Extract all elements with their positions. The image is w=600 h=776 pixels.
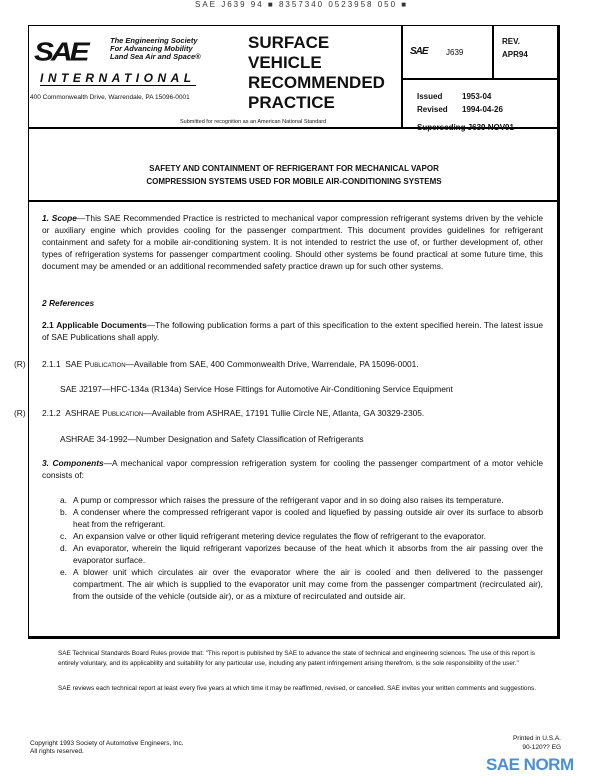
board-rules-note: SAE Technical Standards Board Rules provide that: "This report is published by SAE to advance the state of technical and engineering sciences. The use of this report is entirely voluntary, and its applicability and suitability for any particular use, including any patent infringement arising therefrom, is the sole responsibility of the user." <box>58 650 535 667</box>
list-text: A pump or compressor which raises the pressure of the refrigerant vapor and in so doing also raises its temperature. <box>73 495 504 505</box>
section-sae-publication <box>42 358 419 370</box>
list-text: An expansion valve or other liquid refrigerant metering device regulates the flow of refrigerant to the evaporator. <box>73 531 486 541</box>
section-text: —The following publication forms a part of this specification to the extent specified herein. The latest issue of SAE Publications shall apply. <box>42 320 544 342</box>
reference-sae-j2197: SAE J2197—HFC-134a (R134a) Service Hose Fittings for Automotive Air-Conditioning Service Equipment <box>60 384 453 394</box>
doc-type-line: SURFACE <box>248 33 330 52</box>
sae-logo: SAE <box>34 38 87 67</box>
doc-type-line: PRACTICE <box>248 93 335 112</box>
section-components <box>42 457 543 481</box>
section-number: 2.1 <box>42 320 54 330</box>
section-number: 3. <box>42 458 49 468</box>
section-scope <box>42 212 543 272</box>
superseding: Superseding J639 NOV91 <box>417 123 514 132</box>
review-note: SAE reviews each technical report at least every five years at which time it may be reaffirmed, revised, or cancelled. SAE invites your written comments and suggestions. <box>58 685 536 692</box>
submitted-note: Submitted for recognition as an American National Standard <box>180 119 327 125</box>
section-heading: Components <box>52 458 104 468</box>
section-ashrae-publication <box>42 407 424 419</box>
doc-type-line: VEHICLE <box>248 53 322 72</box>
small-sae-logo: SAE <box>410 46 428 57</box>
tagline-line: Land Sea Air and Space® <box>110 52 201 61</box>
list-letter: a. <box>60 495 67 505</box>
list-item <box>60 530 543 542</box>
document-title <box>28 162 560 188</box>
list-letter: c. <box>60 531 67 541</box>
copyright-line: Copyright 1993 Society of Automotive Engineers, Inc. <box>30 740 184 747</box>
section-text: —Available from ASHRAE, 17191 Tullie Circle NE, Atlanta, GA 30329-2305. <box>143 408 425 418</box>
rev-value: APR94 <box>502 50 528 59</box>
divider <box>492 26 494 79</box>
section-text: —This SAE Recommended Practice is restricted to mechanical vapor compression refrigerant systems driven by the vehicle or auxiliary engine which provides cooling for the passenger compartment. This document provides guidelines for refrigerant containment and safety for a mobile air-conditioning system. It is not intended to restrict the use of, or further development of, other types of refrigeration systems for passenger compartment cooling. Should other systems be found practical at some future time, this document may be amended or an additional recommended safety practice drawn up for such other systems. <box>42 213 544 271</box>
tagline <box>110 37 201 61</box>
revision-mark: (R) <box>14 359 26 369</box>
list-letter: d. <box>60 543 67 553</box>
section-heading: SAE Publication <box>65 359 126 369</box>
revised-value: 1994-04-26 <box>462 105 503 114</box>
list-item <box>60 506 543 530</box>
section-number: 2.1.1 <box>42 359 61 369</box>
section-heading: Applicable Documents <box>56 320 147 330</box>
section-number: 2.1.2 <box>42 408 61 418</box>
international-label: INTERNATIONAL <box>40 71 196 85</box>
doc-type <box>248 33 385 113</box>
title-line: SAFETY AND CONTAINMENT OF REFRIGERANT FOR MECHANICAL VAPOR <box>149 164 439 173</box>
revision-mark: (R) <box>14 408 26 418</box>
printed-in: Printed in U.S.A. <box>512 735 561 742</box>
section-applicable-documents <box>42 319 543 343</box>
section-heading: Scope <box>51 213 77 223</box>
list-text: An evaporator, wherein the liquid refrigerant vaporizes because of the heat which it absorbs from the air passing over the evaporator surface. <box>73 543 543 565</box>
list-letter: b. <box>60 507 67 517</box>
rev-label: REV. <box>502 37 520 46</box>
components-list <box>60 494 543 602</box>
issued-label: Issued <box>417 92 443 101</box>
divider <box>29 200 557 202</box>
list-item <box>60 542 543 566</box>
tagline-line: For Advancing Mobility <box>110 44 193 53</box>
divider <box>401 78 557 80</box>
list-item <box>60 566 543 602</box>
reference-ashrae-34: ASHRAE 34-1992—Number Designation and Safety Classification of Refrigerants <box>60 434 364 444</box>
scan-header: SAE J639 94 ■ 8357340 0523958 050 ■ <box>195 0 409 9</box>
section-text: —Available from SAE, 400 Commonwealth Drive, Warrendale, PA 15096-0001. <box>125 359 419 369</box>
list-text: A blower unit which circulates air over the evaporator where the air is cooled and then delivered to the passenger compartment. The air which is supplied to the evaporator unit may come from the passenger compartment (recirculated air), from the outside of the vehicle (outside air), or as a mixture of recirculated and outside air. <box>73 567 543 601</box>
revised-label: Revised <box>417 105 448 114</box>
doc-number: J639 <box>446 48 464 57</box>
section-number: 1. <box>42 213 49 223</box>
doc-type-line: RECOMMENDED <box>248 73 385 92</box>
list-text: A condenser where the compressed refrigerant vapor is cooled and liquefied by passing outside air over its surface to absorb heat from the refrigerant. <box>73 507 543 529</box>
address: 400 Commonwealth Drive, Warrendale, PA 15096-0001 <box>30 94 190 101</box>
doc-code: 90-120?? EG <box>522 744 561 751</box>
copyright <box>30 740 184 756</box>
section-references: 2 References <box>42 298 95 308</box>
section-heading: ASHRAE Publication <box>65 408 144 418</box>
divider <box>401 26 403 128</box>
tagline-line: The Engineering Society <box>110 36 198 45</box>
section-text: —A mechanical vapor compression refrigeration system for cooling the passenger compartment of a motor vehicle consists of: <box>42 458 543 480</box>
title-line: COMPRESSION SYSTEMS USED FOR MOBILE AIR-CONDITIONING SYSTEMS <box>146 177 442 186</box>
list-item <box>60 494 543 506</box>
issued-value: 1953-04 <box>462 92 492 101</box>
print-info <box>493 734 561 752</box>
rights-line: All rights reserved. <box>30 748 84 755</box>
sae-norm-watermark: SAE NORM <box>486 755 574 774</box>
list-letter: e. <box>60 567 67 577</box>
